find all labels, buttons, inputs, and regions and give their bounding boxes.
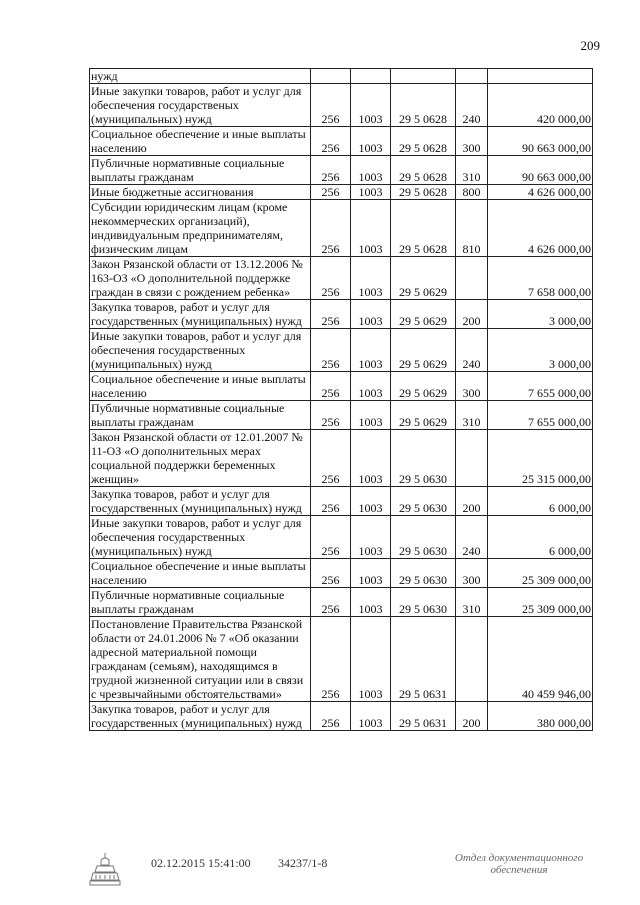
table-row bbox=[90, 702, 593, 731]
amount-cell: 4 626 000,00 bbox=[488, 185, 593, 200]
footer-date: 02.12.2015 15:41:00 bbox=[151, 856, 251, 870]
row-name-cell: Иные закупки товаров, работ и услуг для обеспечения государственых (муниципальных) нужд bbox=[90, 84, 311, 127]
target-article-cell: 29 5 0629 bbox=[391, 329, 456, 372]
target-article-cell: 29 5 0628 bbox=[391, 156, 456, 185]
table-row bbox=[90, 257, 593, 300]
expense-type-cell bbox=[456, 430, 488, 487]
stamp-line-1: Отдел документационного bbox=[454, 852, 584, 864]
table-row bbox=[90, 200, 593, 257]
target-article-cell: 29 5 0630 bbox=[391, 430, 456, 487]
target-article-cell: 29 5 0628 bbox=[391, 84, 456, 127]
row-name-cell: Закон Рязанской области от 13.12.2006 № 163-ОЗ «О дополнительной поддержке граждан в связи с рождением ребенка» bbox=[90, 257, 311, 300]
amount-cell: 6 000,00 bbox=[488, 516, 593, 559]
row-name-cell: Публичные нормативные социальные выплаты гражданам bbox=[90, 156, 311, 185]
ved-code-cell bbox=[311, 69, 351, 84]
section-code-cell: 1003 bbox=[351, 300, 391, 329]
table-row bbox=[90, 300, 593, 329]
footer-doc-number: 34237/1-8 bbox=[278, 856, 328, 870]
target-article-cell: 29 5 0628 bbox=[391, 200, 456, 257]
amount-cell: 25 309 000,00 bbox=[488, 559, 593, 588]
seal-icon bbox=[88, 850, 122, 888]
section-code-cell: 1003 bbox=[351, 401, 391, 430]
section-code-cell: 1003 bbox=[351, 559, 391, 588]
target-article-cell: 29 5 0630 bbox=[391, 516, 456, 559]
section-code-cell: 1003 bbox=[351, 588, 391, 617]
ved-code-cell: 256 bbox=[311, 588, 351, 617]
ved-code-cell: 256 bbox=[311, 702, 351, 731]
target-article-cell: 29 5 0628 bbox=[391, 127, 456, 156]
expense-type-cell: 810 bbox=[456, 200, 488, 257]
section-code-cell: 1003 bbox=[351, 185, 391, 200]
row-name-cell: Постановление Правительства Рязанской области от 24.01.2006 № 7 «Об оказании адресной материальной помощи гражданам (семьям), находящимся в трудной жизненной ситуации или в связи с чрезвычайными обстоятельствами» bbox=[90, 617, 311, 702]
table-row bbox=[90, 617, 593, 702]
ved-code-cell: 256 bbox=[311, 156, 351, 185]
expense-type-cell: 300 bbox=[456, 559, 488, 588]
expense-type-cell bbox=[456, 69, 488, 84]
amount-cell: 420 000,00 bbox=[488, 84, 593, 127]
ved-code-cell: 256 bbox=[311, 257, 351, 300]
table-row bbox=[90, 329, 593, 372]
section-code-cell: 1003 bbox=[351, 702, 391, 731]
section-code-cell: 1003 bbox=[351, 200, 391, 257]
footer bbox=[0, 850, 640, 900]
target-article-cell: 29 5 0629 bbox=[391, 257, 456, 300]
section-code-cell: 1003 bbox=[351, 372, 391, 401]
ved-code-cell: 256 bbox=[311, 372, 351, 401]
expense-type-cell: 240 bbox=[456, 84, 488, 127]
department-stamp bbox=[444, 852, 594, 876]
row-name-cell: Закупка товаров, работ и услуг для государственных (муниципальных) нужд bbox=[90, 702, 311, 731]
expense-type-cell: 200 bbox=[456, 702, 488, 731]
expense-type-cell: 200 bbox=[456, 487, 488, 516]
row-name-cell: Иные бюджетные ассигнования bbox=[90, 185, 311, 200]
ved-code-cell: 256 bbox=[311, 430, 351, 487]
table-row bbox=[90, 127, 593, 156]
ved-code-cell: 256 bbox=[311, 617, 351, 702]
ved-code-cell: 256 bbox=[311, 185, 351, 200]
target-article-cell: 29 5 0629 bbox=[391, 300, 456, 329]
table-row bbox=[90, 185, 593, 200]
ved-code-cell: 256 bbox=[311, 300, 351, 329]
section-code-cell: 1003 bbox=[351, 430, 391, 487]
row-name-cell: Социальное обеспечение и иные выплаты населению bbox=[90, 127, 311, 156]
ved-code-cell: 256 bbox=[311, 329, 351, 372]
page-number: 209 bbox=[580, 38, 600, 53]
table-row bbox=[90, 372, 593, 401]
table-row bbox=[90, 559, 593, 588]
ved-code-cell: 256 bbox=[311, 200, 351, 257]
section-code-cell: 1003 bbox=[351, 84, 391, 127]
row-name-cell: Публичные нормативные социальные выплаты гражданам bbox=[90, 401, 311, 430]
table-row bbox=[90, 69, 593, 84]
table-row bbox=[90, 588, 593, 617]
amount-cell: 3 000,00 bbox=[488, 329, 593, 372]
expense-type-cell: 300 bbox=[456, 127, 488, 156]
ved-code-cell: 256 bbox=[311, 559, 351, 588]
expense-type-cell: 800 bbox=[456, 185, 488, 200]
row-name-cell: Социальное обеспечение и иные выплаты населению bbox=[90, 372, 311, 401]
amount-cell: 4 626 000,00 bbox=[488, 200, 593, 257]
table-row bbox=[90, 401, 593, 430]
target-article-cell: 29 5 0630 bbox=[391, 559, 456, 588]
section-code-cell: 1003 bbox=[351, 257, 391, 300]
target-article-cell: 29 5 0628 bbox=[391, 185, 456, 200]
expense-type-cell: 300 bbox=[456, 372, 488, 401]
section-code-cell bbox=[351, 69, 391, 84]
expense-type-cell: 310 bbox=[456, 401, 488, 430]
row-name-cell: Публичные нормативные социальные выплаты гражданам bbox=[90, 588, 311, 617]
ved-code-cell: 256 bbox=[311, 84, 351, 127]
expense-type-cell: 200 bbox=[456, 300, 488, 329]
amount-cell: 6 000,00 bbox=[488, 487, 593, 516]
amount-cell bbox=[488, 69, 593, 84]
row-name-cell: Закупка товаров, работ и услуг для государственных (муниципальных) нужд bbox=[90, 487, 311, 516]
expense-type-cell: 310 bbox=[456, 156, 488, 185]
section-code-cell: 1003 bbox=[351, 516, 391, 559]
amount-cell: 380 000,00 bbox=[488, 702, 593, 731]
amount-cell: 40 459 946,00 bbox=[488, 617, 593, 702]
stamp-line-2: обеспечения bbox=[490, 864, 548, 876]
amount-cell: 90 663 000,00 bbox=[488, 156, 593, 185]
section-code-cell: 1003 bbox=[351, 487, 391, 516]
amount-cell: 3 000,00 bbox=[488, 300, 593, 329]
row-name-cell: Социальное обеспечение и иные выплаты населению bbox=[90, 559, 311, 588]
row-name-cell: нужд bbox=[90, 69, 311, 84]
amount-cell: 7 655 000,00 bbox=[488, 401, 593, 430]
row-name-cell: Иные закупки товаров, работ и услуг для обеспечения государственных (муниципальных) нужд bbox=[90, 516, 311, 559]
target-article-cell: 29 5 0629 bbox=[391, 401, 456, 430]
target-article-cell: 29 5 0631 bbox=[391, 702, 456, 731]
section-code-cell: 1003 bbox=[351, 617, 391, 702]
table-row bbox=[90, 516, 593, 559]
amount-cell: 25 309 000,00 bbox=[488, 588, 593, 617]
row-name-cell: Закон Рязанской области от 12.01.2007 № 11-ОЗ «О дополнительных мерах социальной поддержки беременных женщин» bbox=[90, 430, 311, 487]
expense-type-cell: 240 bbox=[456, 516, 488, 559]
target-article-cell: 29 5 0630 bbox=[391, 588, 456, 617]
expense-type-cell bbox=[456, 257, 488, 300]
table-row bbox=[90, 84, 593, 127]
expense-type-cell bbox=[456, 617, 488, 702]
budget-table bbox=[89, 68, 593, 731]
section-code-cell: 1003 bbox=[351, 329, 391, 372]
target-article-cell bbox=[391, 69, 456, 84]
row-name-cell: Субсидии юридическим лицам (кроме некоммерческих организаций), индивидуальным предпринимателям, физическим лицам bbox=[90, 200, 311, 257]
target-article-cell: 29 5 0629 bbox=[391, 372, 456, 401]
table-row bbox=[90, 430, 593, 487]
row-name-cell: Иные закупки товаров, работ и услуг для обеспечения государственных (муниципальных) нужд bbox=[90, 329, 311, 372]
section-code-cell: 1003 bbox=[351, 156, 391, 185]
table-row bbox=[90, 156, 593, 185]
ved-code-cell: 256 bbox=[311, 487, 351, 516]
ved-code-cell: 256 bbox=[311, 127, 351, 156]
amount-cell: 90 663 000,00 bbox=[488, 127, 593, 156]
section-code-cell: 1003 bbox=[351, 127, 391, 156]
target-article-cell: 29 5 0631 bbox=[391, 617, 456, 702]
table-row bbox=[90, 487, 593, 516]
target-article-cell: 29 5 0630 bbox=[391, 487, 456, 516]
expense-type-cell: 240 bbox=[456, 329, 488, 372]
amount-cell: 7 655 000,00 bbox=[488, 372, 593, 401]
row-name-cell: Закупка товаров, работ и услуг для государственных (муниципальных) нужд bbox=[90, 300, 311, 329]
table-body bbox=[90, 69, 593, 731]
expense-type-cell: 310 bbox=[456, 588, 488, 617]
ved-code-cell: 256 bbox=[311, 401, 351, 430]
amount-cell: 7 658 000,00 bbox=[488, 257, 593, 300]
ved-code-cell: 256 bbox=[311, 516, 351, 559]
amount-cell: 25 315 000,00 bbox=[488, 430, 593, 487]
